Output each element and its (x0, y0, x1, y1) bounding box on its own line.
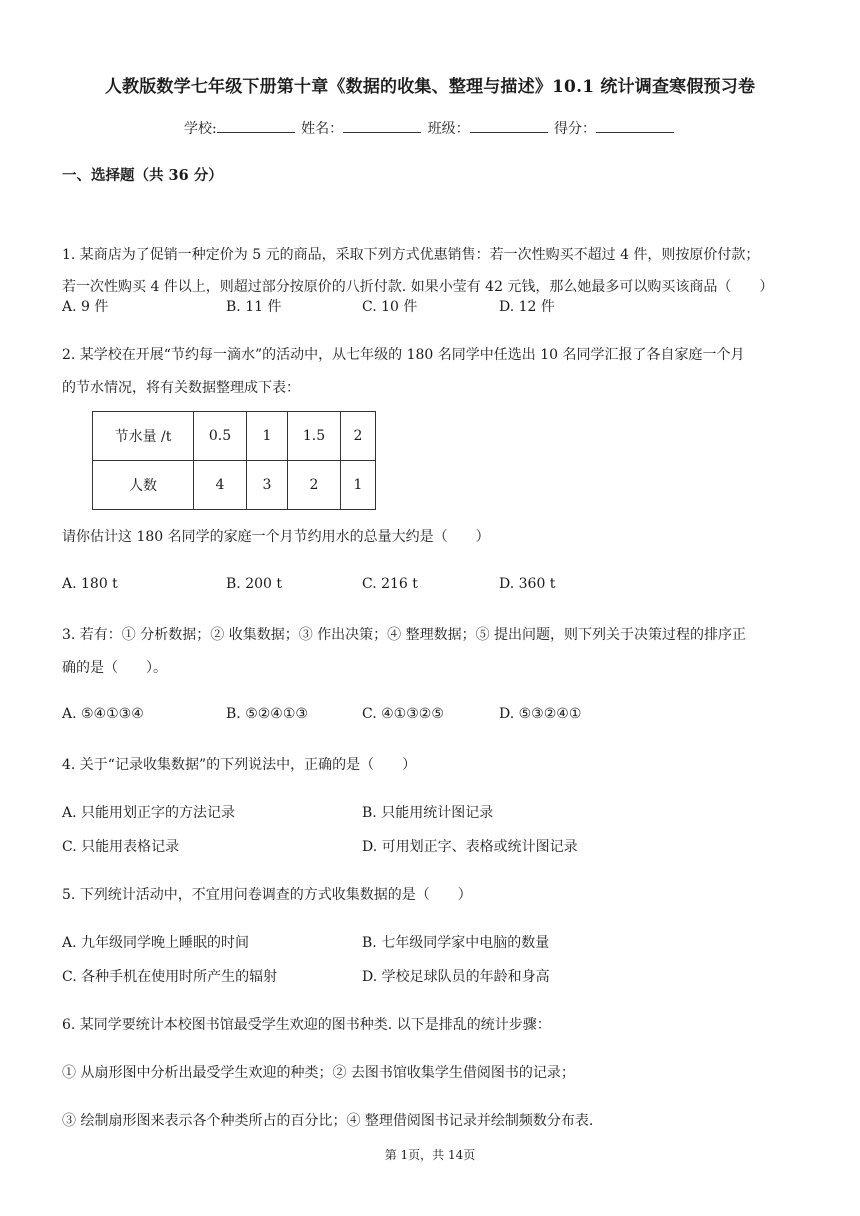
question-5-option-d[interactable]: D. 学校足球队员的年龄和身高 (362, 969, 550, 985)
table-cell: 1.5 (288, 412, 341, 461)
question-1-line-2: 若一次性购买 4 件以上，则超过部分按原价的八折付款. 如果小莹有 42 元钱，那么她最多可以购买该商品（ ） (62, 279, 774, 295)
question-2-option-d[interactable]: D. 360 t (499, 576, 556, 592)
table-row (93, 412, 376, 461)
water-saving-table (92, 411, 376, 510)
question-4-option-a[interactable]: A. 只能用划正字的方法记录 (62, 805, 236, 821)
question-3-option-b[interactable]: B. ⑤②④①③ (226, 706, 308, 722)
question-5-line-1: 5. 下列统计活动中，不宜用问卷调查的方式收集数据的是（ ） (62, 887, 472, 903)
name-label: 姓名： (301, 121, 344, 137)
question-1-option-a[interactable]: A. 9 件 (62, 299, 109, 315)
question-3-option-d[interactable]: D. ⑤③②④① (499, 706, 582, 722)
table-cell: 2 (341, 412, 376, 461)
page-footer: 第 1页，共 14页 (384, 1148, 476, 1162)
question-4-option-b[interactable]: B. 只能用统计图记录 (362, 805, 494, 821)
question-4-option-c[interactable]: C. 只能用表格记录 (62, 839, 180, 855)
question-6-line-1: 6. 某同学要统计本校图书馆最受学生欢迎的图书种类. 以下是排乱的统计步骤： (62, 1017, 551, 1033)
table-cell: 2 (288, 461, 341, 510)
school-label: 学校: (183, 121, 217, 137)
question-2-line-3: 请你估计这 180 名同学的家庭一个月节约用水的总量大约是（ ） (62, 529, 490, 545)
school-blank[interactable] (217, 120, 295, 133)
question-2-option-a[interactable]: A. 180 t (62, 576, 118, 592)
question-1-option-d[interactable]: D. 12 件 (499, 299, 555, 315)
class-blank[interactable] (470, 120, 548, 133)
question-5-option-c[interactable]: C. 各种手机在使用时所产生的辐射 (62, 969, 278, 985)
name-blank[interactable] (343, 120, 421, 133)
table-row (93, 461, 376, 510)
question-4-option-d[interactable]: D. 可用划正字、表格或统计图记录 (362, 839, 578, 855)
question-3-line-2: 确的是（ ）。 (62, 660, 167, 676)
table-cell: 0.5 (194, 412, 247, 461)
section-heading: 一、选择题（共 36 分） (62, 167, 223, 184)
question-2-line-1: 2. 某学校在开展“节约每一滴水”的活动中，从七年级的 180 名同学中任选出 10 名同学汇报了各自家庭一个月 (62, 347, 745, 363)
table-cell: 1 (341, 461, 376, 510)
question-5-option-b[interactable]: B. 七年级同学家中电脑的数量 (362, 935, 550, 951)
question-6-line-3: ③ 绘制扇形图来表示各个种类所占的百分比；④ 整理借阅图书记录并绘制频数分布表. (62, 1113, 594, 1129)
table-cell: 人数 (93, 461, 194, 510)
score-label: 得分： (554, 121, 597, 137)
page-title: 人教版数学七年级下册第十章《数据的收集、整理与描述》10.1 统计调查寒假预习卷 (104, 77, 756, 97)
question-2-option-b[interactable]: B. 200 t (226, 576, 282, 592)
student-info-line (0, 118, 860, 138)
question-3-option-c[interactable]: C. ④①③②⑤ (362, 706, 444, 722)
question-3-option-a[interactable]: A. ⑤④①③④ (62, 706, 144, 722)
class-label: 班级： (427, 121, 470, 137)
table-cell: 节水量 /t (93, 412, 194, 461)
question-2-option-c[interactable]: C. 216 t (362, 576, 418, 592)
question-3-line-1: 3. 若有：① 分析数据；② 收集数据；③ 作出决策；④ 整理数据；⑤ 提出问题，则下列关于决策过程的排序正 (62, 627, 747, 643)
table-cell: 1 (247, 412, 288, 461)
question-5-option-a[interactable]: A. 九年级同学晚上睡眠的时间 (62, 935, 250, 951)
question-1-line-1: 1. 某商店为了促销一种定价为 5 元的商品，采取下列方式优惠销售：若一次性购买不超过 4 件，则按原价付款； (62, 247, 760, 263)
question-6-line-2: ① 从扇形图中分析出最受学生欢迎的种类；② 去图书馆收集学生借阅图书的记录； (62, 1065, 575, 1081)
table-cell: 4 (194, 461, 247, 510)
question-1-option-b[interactable]: B. 11 件 (226, 299, 282, 315)
question-1-option-c[interactable]: C. 10 件 (362, 299, 418, 315)
question-2-line-2: 的节水情况，将有关数据整理成下表： (62, 380, 300, 396)
question-4-line-1: 4. 关于“记录收集数据”的下列说法中，正确的是（ ） (62, 757, 417, 773)
table-cell: 3 (247, 461, 288, 510)
score-blank[interactable] (596, 120, 674, 133)
